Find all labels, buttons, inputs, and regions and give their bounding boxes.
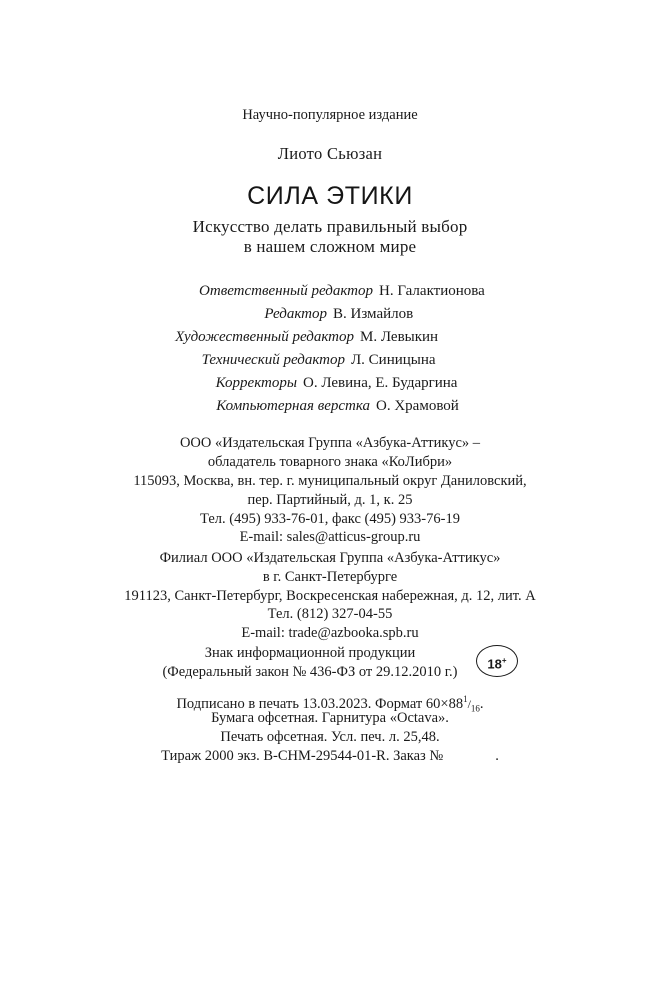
format-denominator: 16 (470, 703, 480, 714)
credit-art-editor (0, 327, 660, 347)
publisher-trademark: обладатель товарного знака «КоЛибри» (207, 454, 453, 470)
age-rating-value: 18 (487, 656, 502, 672)
credit-role: Ответственный редактор (199, 283, 373, 299)
print-signed-end: . (479, 695, 484, 712)
print-sheets-line: Печать офсетная. Усл. печ. л. 25,48. (220, 729, 440, 745)
publisher-address: 115093, Москва, вн. тер. г. муниципальный округ Даниловский, (133, 473, 527, 489)
info-mark-law: (Федеральный закон № 436-ФЗ от 29.12.2010 г.) (162, 664, 458, 680)
age-rating-badge (476, 645, 518, 677)
credit-role: Технический редактор (201, 352, 345, 368)
publisher-email: E-mail: sales@atticus-group.ru (239, 529, 421, 545)
credit-role: Художественный редактор (175, 329, 354, 345)
credit-person: В. Измайлов (333, 306, 414, 322)
credit-layout (0, 396, 660, 416)
credit-person: М. Левыкин (360, 329, 439, 345)
author-name: Лиото Сьюзан (277, 144, 383, 163)
format-numerator: 1 (463, 694, 468, 704)
credit-responsible-editor (0, 281, 660, 301)
print-run-line (0, 747, 660, 765)
credit-role: Компьютерная верстка (216, 398, 370, 414)
credit-editor (0, 304, 660, 324)
publisher-name: ООО «Издательская Группа «Азбука-Аттикус» – (179, 435, 481, 451)
book-subtitle-line-1: Искусство делать правильный выбор (192, 217, 468, 236)
branch-phone: Тел. (812) 327-04-55 (267, 606, 393, 622)
credit-role: Редактор (264, 306, 327, 322)
book-title: СИЛА ЭТИКИ (247, 182, 413, 210)
print-run-text: Тираж 2000 экз. В-СНМ-29544-01-R. Заказ № (161, 748, 444, 764)
branch-name: Филиал ООО «Издательская Группа «Азбука-Аттикус» (159, 550, 501, 566)
publication-genre: Научно-популярное издание (242, 107, 418, 123)
paper-typeface-line: Бумага офсетная. Гарнитура «Octava». (211, 710, 449, 726)
branch-address: 191123, Санкт-Петербург, Воскресенская набережная, д. 12, лит. А (124, 588, 536, 604)
credit-proofreaders (0, 373, 660, 393)
publisher-phone: Тел. (495) 933-76-01, факс (495) 933-76-19 (200, 511, 460, 527)
info-mark-label: Знак информационной продукции (204, 645, 416, 661)
credit-person: О. Храмовой (376, 398, 459, 414)
print-signed-line: Подписано в печать 13.03.2023. Формат $60\times 88^1/_{16}$. (176, 694, 484, 714)
publisher-address-2: пер. Партийный, д. 1, к. 25 (247, 492, 413, 508)
credit-person: Н. Галактионова (379, 283, 485, 299)
print-signed-text: Подписано в печать 13.03.2023. Формат 60×88 (176, 695, 464, 712)
order-number-end: . (495, 748, 499, 764)
credit-role: Корректоры (215, 375, 297, 391)
credit-person: О. Левина, Е. Бударгина (303, 375, 458, 391)
age-rating-suffix: + (501, 656, 507, 665)
book-subtitle-line-2: в нашем сложном мире (243, 237, 417, 256)
branch-email: E-mail: trade@azbooka.spb.ru (241, 625, 419, 641)
branch-city: в г. Санкт-Петербурге (262, 569, 398, 585)
credit-technical-editor (0, 350, 660, 370)
credit-person: Л. Синицына (351, 352, 436, 368)
